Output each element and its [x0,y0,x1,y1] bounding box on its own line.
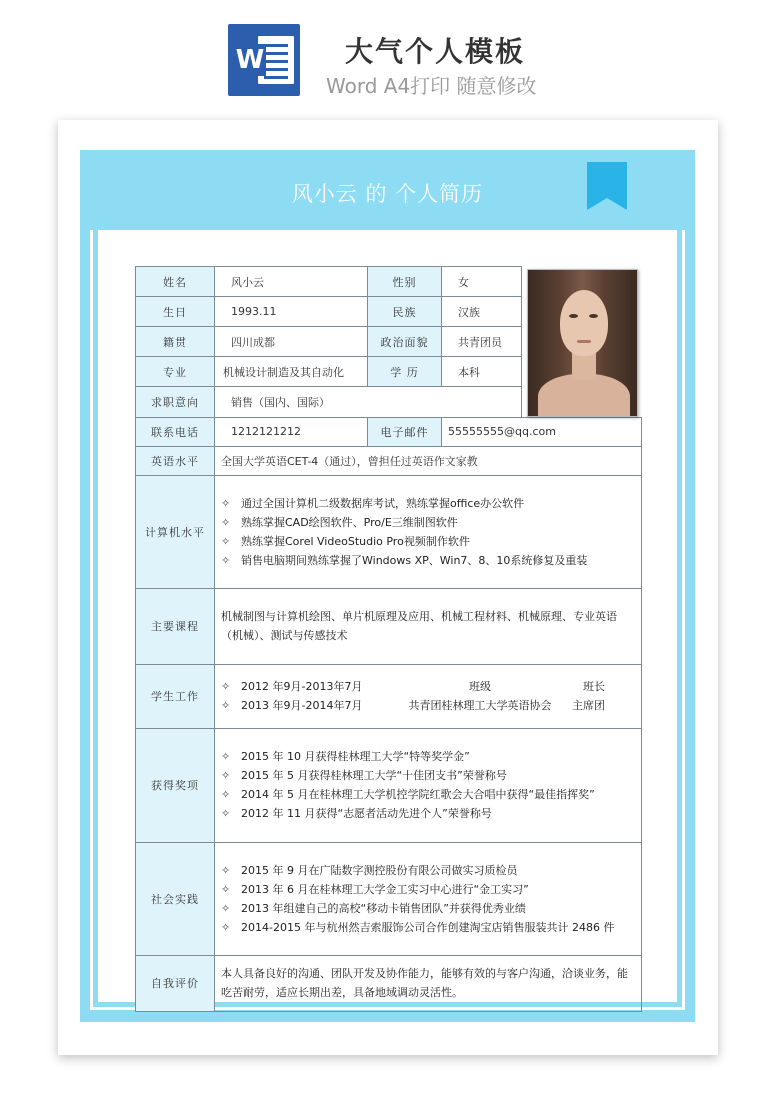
work-org: 班级 [469,680,491,693]
list-item: ✧ 2014 年 5 月在桂林理工大学机控学院红歌会大合唱中获得“最佳指挥奖” [241,785,635,804]
page-subtitle: Word A4打印 随意修改 [326,74,537,98]
list-item: ✧ 2015 年 9 月在广陆数字测控股份有限公司做实习质检员 [241,861,635,880]
list-item [241,696,635,715]
photo-cell [522,267,642,418]
birth-value: 1993.11 [215,297,368,327]
self-eval-section [215,955,642,1011]
list-item: ✧ 2015 年 10 月获得桂林理工大学“特等奖学金” [241,747,635,766]
education-value: 本科 [442,357,522,387]
courses-section [215,588,642,664]
resume-frame [80,150,695,1022]
english-value: 全国大学英语CET-4（通过），曾担任过英语作文家教 [215,446,642,475]
work-org: 共青团桂林理工大学英语协会 [408,699,552,712]
computer-label: 计算机水平 [136,475,215,588]
list-item: ✧ 2015 年 5 月获得桂林理工大学“十佳团支书”荣誉称号 [241,766,635,785]
computer-section [215,475,642,588]
ethnicity-label: 民族 [368,297,442,327]
resume-title: 风小云 的 个人简历 [291,182,484,206]
practice-label: 社会实践 [136,842,215,955]
phone-value: 1212121212 [215,417,368,446]
education-label: 学 历 [368,357,442,387]
name-label: 姓名 [136,267,215,297]
awards-section [215,728,642,842]
gender-label: 性别 [368,267,442,297]
self-eval-text: 本人具备良好的沟通、团队开发及协作能力，能够有效的与客户沟通，洽谈业务，能吃苦耐劳，适应长期出差，具备地域调动灵活性。 [221,967,628,999]
birth-label: 生日 [136,297,215,327]
word-logo-icon [228,24,300,96]
intent-value: 销售（国内、国际） [215,387,522,417]
profile-photo [527,269,638,417]
bookmark-icon [587,162,627,210]
awards-label: 获得奖项 [136,728,215,842]
courses-label: 主要课程 [136,588,215,664]
courses-text: 机械制图与计算机绘图、单片机原理及应用、机械工程材料、机械原理、专业英语（机械）、测试与传感技术 [221,610,617,642]
origin-value: 四川成都 [215,327,368,357]
list-item: ✧ 熟练掌握CAD绘图软件、Pro/E三维制图软件 [241,513,635,532]
major-value: 机械设计制造及其自动化 [215,357,368,387]
student-work-label: 学生工作 [136,664,215,728]
work-role: 主席团 [572,699,605,712]
page-title: 大气个人模板 [345,35,526,68]
political-value: 共青团员 [442,327,522,357]
email-value: 55555555@qq.com [442,417,642,446]
intent-label: 求职意向 [136,387,215,417]
logo-letter: W [235,45,265,75]
student-work-section [215,664,642,728]
self-eval-label: 自我评价 [136,955,215,1011]
email-label: 电子邮件 [368,417,442,446]
list-item: ✧ 2012 年 11 月获得“志愿者活动先进个人”荣誉称号 [241,804,635,823]
list-item: ✧ 2014-2015 年与杭州然吉索服饰公司合作创建淘宝店销售服装共计 2486 件 [241,918,635,937]
list-item [241,677,635,696]
work-period: ✧ 2012 年9月-2013年7月 [241,680,363,693]
list-item: ✧ 销售电脑期间熟练掌握了Windows XP、Win7、8、10系统修复及重装 [241,551,635,570]
list-item: ✧ 2013 年 6 月在桂林理工大学金工实习中心进行“金工实习” [241,880,635,899]
work-role: 班长 [583,680,605,693]
list-item: ✧ 2013 年组建自己的高校“移动卡销售团队”并获得优秀业绩 [241,899,635,918]
practice-section [215,842,642,955]
gender-value: 女 [442,267,522,297]
work-period: ✧ 2013 年9月-2014年7月 [241,699,363,712]
phone-label: 联系电话 [136,417,215,446]
ethnicity-value: 汉族 [442,297,522,327]
resume-paper [58,120,718,1055]
major-label: 专业 [136,357,215,387]
political-label: 政治面貌 [368,327,442,357]
english-label: 英语水平 [136,446,215,475]
name-value: 风小云 [215,267,368,297]
origin-label: 籍贯 [136,327,215,357]
list-item: ✧ 熟练掌握Corel VideoStudio Pro视频制作软件 [241,532,635,551]
list-item: ✧ 通过全国计算机二级数据库考试，熟练掌握office办公软件 [241,494,635,513]
resume-table [135,266,642,1012]
